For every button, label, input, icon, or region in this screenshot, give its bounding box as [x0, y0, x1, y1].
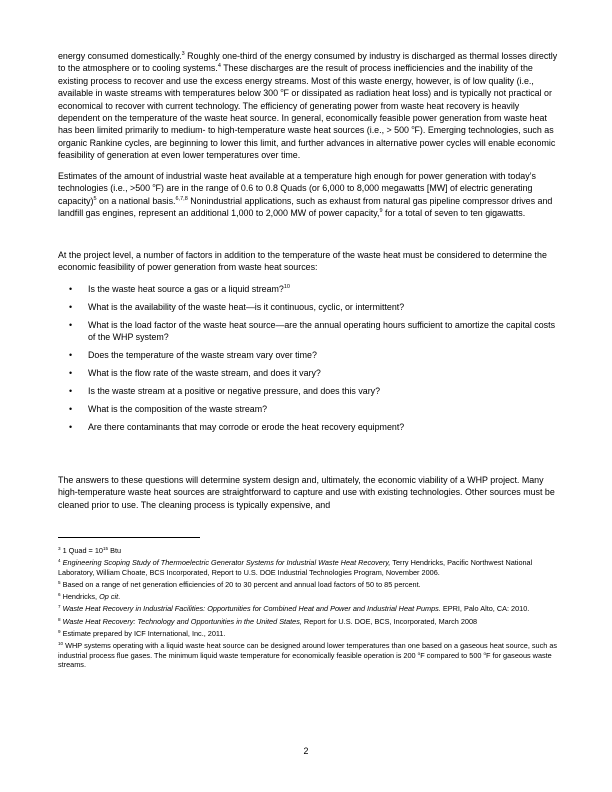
- bullet-text: [88, 284, 290, 294]
- superscript: 4: [217, 63, 221, 70]
- text-run: What is the load factor of the waste heat source—are the annual operating hours sufficient to amortize the capital costs of the WHP system?: [88, 320, 556, 343]
- superscript: o: [483, 650, 487, 656]
- bullet-dot-icon: •: [69, 284, 73, 294]
- text-run: The answers to these questions will determine system design and, ultimately, the economic viability of a WHP project. Many high-temperature waste heat sources are straightforward to capture and use with existing technologies. Other sources must be cleaned prior to use. The cleaning process is typically expensive, and: [58, 475, 555, 510]
- superscript: 6: [58, 592, 61, 598]
- paragraph-answers: [58, 474, 558, 511]
- superscript: 5: [58, 579, 61, 585]
- footnote: [58, 546, 558, 556]
- bullet-dot-icon: •: [69, 386, 73, 397]
- text-run: Terry Hendricks, Pacific Northwest National Laboratory, William Choate, BCS Incorporated, Report to U.S. DOE Industrial Technologies Program, November 2006.: [58, 558, 533, 577]
- text-run: Report for U.S. DOE, BCS, Incorporated, March 2008: [301, 616, 478, 626]
- superscript: o: [411, 125, 415, 132]
- superscript: o: [280, 88, 284, 95]
- text-run: What is the composition of the waste stream?: [88, 404, 268, 415]
- footnote: [58, 604, 558, 614]
- bullet-item: [58, 283, 558, 295]
- text-run: on a national basis.: [96, 195, 176, 206]
- text-run: Is the waste heat source a gas or a liquid stream?: [88, 284, 284, 294]
- bullet-item: [58, 367, 558, 379]
- bullet-dot-icon: •: [69, 320, 73, 330]
- italic-title: Op cit: [99, 592, 119, 602]
- superscript: o: [152, 183, 156, 190]
- text-run: F for gaseous waste streams.: [58, 650, 552, 670]
- bullet-item: [58, 421, 558, 433]
- superscript: 15: [102, 546, 109, 551]
- text-run: 1 Quad = 10: [60, 546, 103, 555]
- paragraph-estimates: [58, 170, 558, 220]
- footnote-separator: [58, 537, 200, 538]
- footnote: [58, 629, 558, 639]
- superscript: 7: [58, 604, 61, 610]
- italic-title: Waste Heat Recovery in Industrial Facilities: Opportunities for Combined Heat and Power and Industrial Heat Pumps.: [62, 604, 441, 614]
- text-run: EPRI, Palo Alto, CA: 2010.: [440, 604, 530, 614]
- page-number: 2: [303, 746, 309, 756]
- text-run: Does the temperature of the waste stream vary over time?: [88, 350, 317, 361]
- bullet-item: [58, 385, 558, 397]
- bullet-text: [88, 320, 555, 342]
- text-run: F). Emerging technologies, such as organic Rankine cycles, are beginning to lower this limit, and further advances in alternative power cycles will enable economic feasibility of generation at even lower temperatures over time.: [58, 125, 556, 161]
- bullet-text: [88, 302, 404, 312]
- superscript: 4: [58, 558, 61, 564]
- superscript: 8: [58, 616, 61, 622]
- text-run: These discharges are the result of process inefficiencies and the inability of the existing process to recover and use the excess energy streams. Most of this waste energy, however, is of low quality (i.e., available in waste streams with temperatures below 300: [58, 63, 534, 99]
- superscript: 9: [379, 208, 383, 215]
- paragraph-text: [58, 249, 558, 274]
- text-run: Is the waste stream at a positive or negative pressure, and does this vary?: [88, 386, 381, 397]
- bullet-dot-icon: •: [69, 404, 73, 415]
- footnotes: [58, 546, 558, 672]
- bullet-text: [88, 386, 380, 396]
- footnote: [58, 617, 558, 627]
- factor-bullet-list: [58, 283, 558, 439]
- paragraph-text: [58, 50, 558, 162]
- text-run: Estimate prepared by ICF International, Inc., 2011.: [60, 628, 226, 638]
- text-run: energy consumed domestically.: [58, 51, 182, 61]
- italic-title: Engineering Scoping Study of Thermoelectric Generator Systems for Industrial Waste Heat Recovery,: [62, 558, 391, 568]
- bullet-dot-icon: •: [69, 350, 73, 361]
- bullet-text: [88, 350, 317, 360]
- bullet-text: [88, 422, 404, 432]
- text-run: WHP systems operating with a liquid waste heat source can be designed around lower temperatures than one based on a gaseous heat source, such as industrial process flue gases. The minimum liquid waste temperature for economically feasible operation is 200: [58, 640, 558, 660]
- superscript: 6,7,8: [175, 195, 188, 202]
- text-run: F or dissipated as radiation heat loss) and is typically not practical or economical to recover with current technology. The efficiency of generating power from waste heat recovery is heavily dependent on the temperature of the waste heat source. In general, economically feasible power generation from waste heat has been limited primarily to medium- to high-temperature waste heat sources (i.e., > 500: [58, 88, 552, 136]
- bullet-text: [88, 404, 267, 414]
- text-run: F) are in the range of 0.6 to 0.8 Quads (or 6,000 to 8,000 megawatts [MW] of electric generating capacity): [58, 183, 533, 206]
- text-run: .: [118, 592, 121, 602]
- superscript: o: [417, 650, 421, 656]
- footnote: [58, 558, 558, 577]
- text-run: At the project level, a number of factors in addition to the temperature of the waste heat must be considered to determine the economic feasibility of power generation from waste heat sources:: [58, 250, 547, 273]
- paragraph-waste-energy: [58, 50, 558, 162]
- bullet-dot-icon: •: [69, 368, 73, 379]
- text-run: Roughly one-third of the energy consumed by industry is discharged as thermal losses directly to the atmosphere or to cooling systems.: [58, 51, 558, 74]
- bullet-item: [58, 301, 558, 313]
- footnote: [58, 592, 558, 602]
- text-run: What is the flow rate of the waste stream, and does it vary?: [88, 368, 321, 379]
- bullet-item: [58, 319, 558, 344]
- superscript: 10: [58, 640, 64, 646]
- superscript: 5: [93, 195, 97, 202]
- footnote: [58, 641, 558, 670]
- superscript: 3: [181, 51, 185, 57]
- text-run: Estimates of the amount of industrial waste heat available at a temperature high enough for power generation with today’s technologies (i.e., >500: [58, 171, 536, 194]
- text-run: Based on a range of net generation efficiencies of 20 to 30 percent and annual load factors of 50 to 85 percent.: [60, 579, 421, 589]
- text-run: What is the availability of the waste heat—is it continuous, cyclic, or intermittent?: [88, 302, 405, 312]
- text-run: F compared to 500: [420, 650, 484, 660]
- text-run: Btu: [108, 546, 122, 555]
- superscript: 10: [283, 284, 290, 290]
- bullet-dot-icon: •: [69, 422, 73, 433]
- paragraph-project-level: [58, 249, 558, 274]
- paragraph-text: [58, 474, 558, 511]
- text-run: Hendricks,: [60, 592, 100, 602]
- italic-title: Waste Heat Recovery: Technology and Opportunities in the United States,: [62, 616, 302, 626]
- superscript: 9: [58, 628, 61, 634]
- bullet-dot-icon: •: [69, 302, 73, 312]
- superscript: 3: [58, 546, 61, 551]
- text-run: Nonindustrial applications, such as exhaust from natural gas pipeline compressor drives and landfill gas engines, represent an additional 1,000 to 2,000 MW of power capacity,: [58, 195, 553, 219]
- paragraph-text: [58, 170, 558, 220]
- bullet-item: [58, 403, 558, 415]
- footnote: [58, 580, 558, 590]
- bullet-item: [58, 349, 558, 361]
- bullet-text: [88, 368, 321, 378]
- text-run: Are there contaminants that may corrode or erode the heat recovery equipment?: [88, 422, 405, 433]
- text-run: for a total of seven to ten gigawatts.: [382, 208, 526, 219]
